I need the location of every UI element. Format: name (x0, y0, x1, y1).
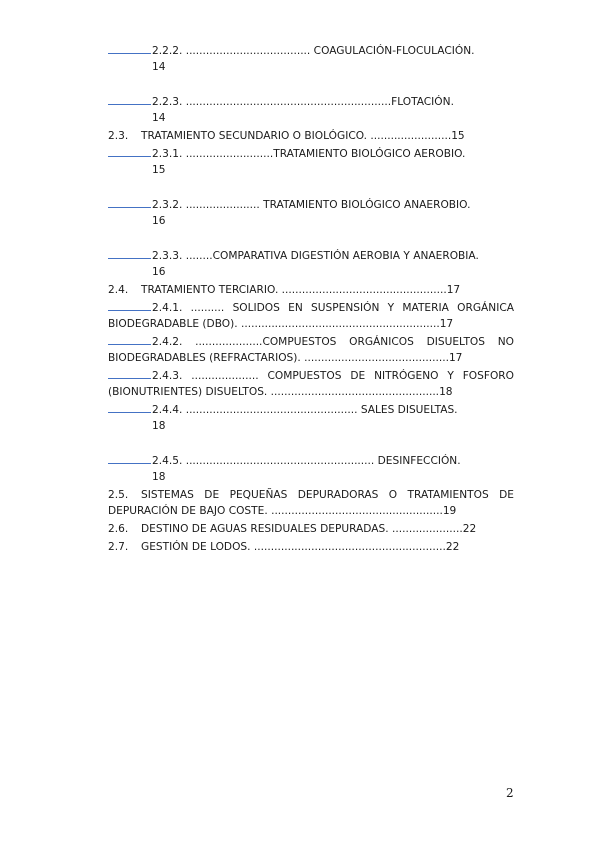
toc-entry-2-2-3[interactable]: 2.2.3. .............................................................FLOTACIÓN. (108, 94, 514, 110)
toc-page: 18 (152, 471, 166, 483)
link-underline (108, 334, 151, 345)
toc-page: 16 (152, 215, 166, 227)
table-of-contents (108, 43, 514, 555)
link-underline (108, 453, 151, 464)
toc-entry-2-4-4[interactable]: 2.4.4. ................................................... SALES DISUELTAS. (108, 402, 514, 418)
toc-entry-2-7[interactable]: 2.7. GESTIÓN DE LODOS. .........................................................22 (108, 541, 460, 553)
toc-entry-2-4-3[interactable]: 2.4.3. .................... COMPUESTOS DE NITRÓGENO Y FOSFORO (BIONUTRIENTES) DISUELTOS. ..................................................18 (108, 370, 514, 398)
link-underline (108, 402, 151, 413)
toc-entry-2-3[interactable]: 2.3. TRATAMIENTO SECUNDARIO O BIOLÓGICO. ........................15 (108, 130, 465, 142)
toc-page: 16 (152, 266, 166, 278)
link-underline (108, 43, 151, 54)
link-underline (108, 197, 151, 208)
link-underline (108, 248, 151, 259)
link-underline (108, 94, 151, 105)
toc-entry-2-4-1[interactable]: 2.4.1. .......... SOLIDOS EN SUSPENSIÓN Y MATERIA ORGÁNICA BIODEGRADABLE (DBO). ...........................................................17 (108, 302, 514, 330)
toc-page: 15 (152, 164, 166, 176)
link-underline (108, 300, 151, 311)
link-underline (108, 368, 151, 379)
toc-page: 14 (152, 112, 166, 124)
page-number: 2 (506, 786, 514, 800)
toc-entry-2-4[interactable]: 2.4. TRATAMIENTO TERCIARIO. .................................................17 (108, 284, 461, 296)
toc-page: 14 (152, 61, 166, 73)
toc-entry-2-4-5[interactable]: 2.4.5. ........................................................ DESINFECCIÓN. (108, 453, 514, 469)
toc-entry-2-5[interactable]: 2.5. SISTEMAS DE PEQUEÑAS DEPURADORAS O TRATAMIENTOS DE DEPURACIÓN DE BAJO COSTE. ...................................................19 (108, 489, 514, 517)
toc-entry-2-4-2[interactable]: 2.4.2. ....................COMPUESTOS ORGÁNICOS DISUELTOS NO BIODEGRADABLES (REFRACTARIOS). ...........................................17 (108, 336, 515, 364)
toc-entry-2-6[interactable]: 2.6. DESTINO DE AGUAS RESIDUALES DEPURADAS. .....................22 (108, 523, 477, 535)
toc-entry-2-3-3[interactable]: 2.3.3. ........COMPARATIVA DIGESTIÓN AEROBIA Y ANAEROBIA. (108, 248, 514, 264)
toc-entry-2-2-2[interactable]: 2.2.2. ..................................... COAGULACIÓN-FLOCULACIÓN. (108, 43, 514, 59)
toc-page: 18 (152, 420, 166, 432)
toc-entry-2-3-1[interactable]: 2.3.1. ..........................TRATAMIENTO BIOLÓGICO AEROBIO. (108, 146, 514, 162)
link-underline (108, 146, 151, 157)
toc-entry-2-3-2[interactable]: 2.3.2. ...................... TRATAMIENTO BIOLÓGICO ANAEROBIO. (108, 197, 514, 213)
